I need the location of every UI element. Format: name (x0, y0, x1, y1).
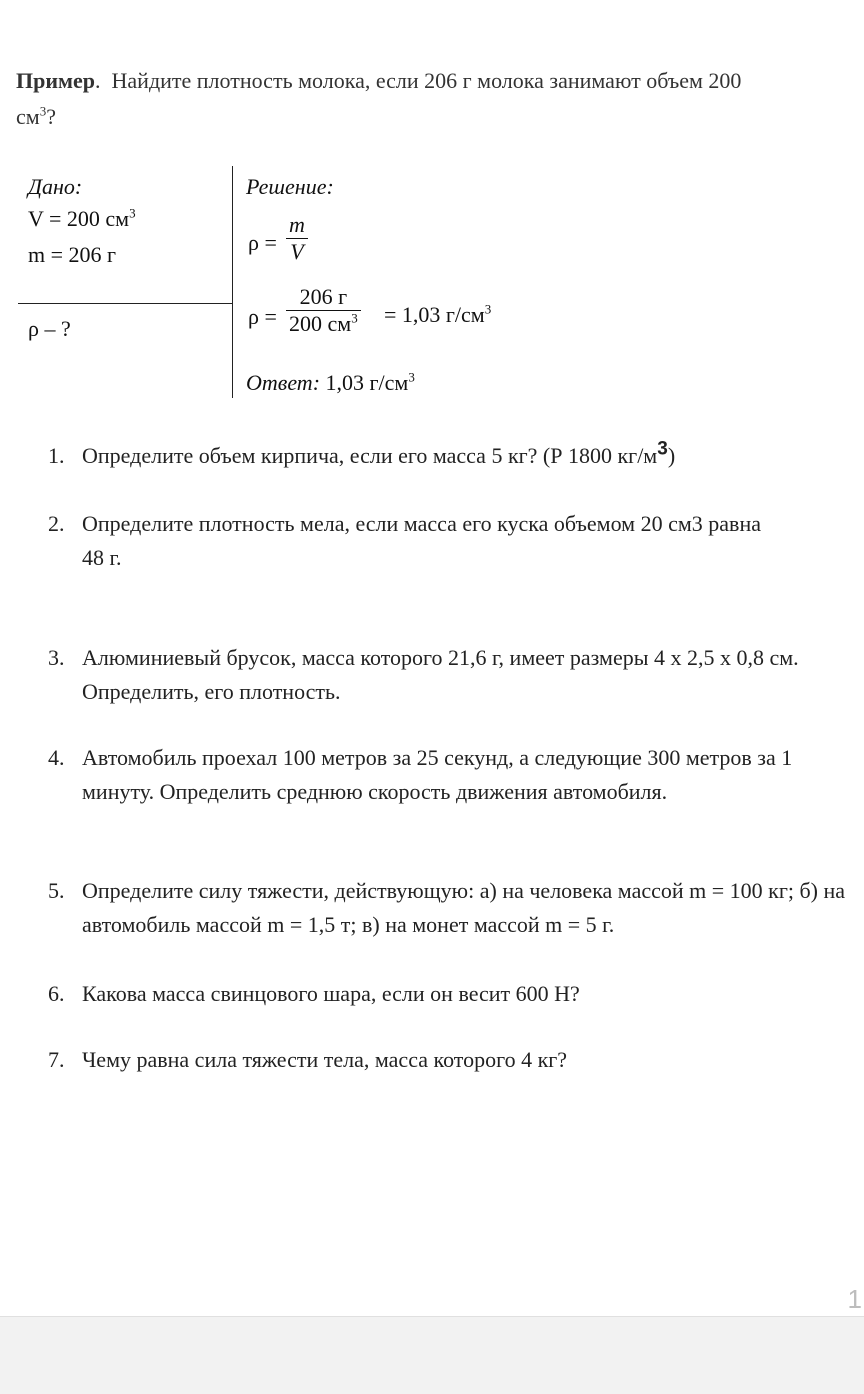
answer-value: 1,03 г/см (325, 370, 409, 395)
example-label: Пример (16, 68, 96, 93)
task-number: 2. (48, 511, 65, 536)
given-volume (28, 206, 136, 232)
task-item-2 (48, 507, 768, 575)
horizontal-divider (18, 303, 232, 304)
task-text: Алюминиевый брусок, масса которого 21,6 г, имеет размеры 4 х 2,5 х 0,8 см. Определить, его плотность. (82, 645, 799, 704)
calc-denominator-text: 200 см (289, 311, 352, 336)
task-number: 7. (48, 1047, 65, 1072)
example-question-mark: ? (46, 104, 56, 129)
task-item-5 (48, 874, 860, 942)
calc-numerator: 206 г (299, 284, 348, 309)
answer-exponent: 3 (408, 369, 415, 385)
formula-fraction (286, 212, 308, 265)
footer-bar (0, 1316, 864, 1394)
example-unit: см (16, 104, 40, 129)
task-item-4 (48, 741, 860, 809)
calc-lhs: ρ = (248, 304, 277, 329)
task-item-7 (48, 1043, 860, 1077)
calc-result-text: = 1,03 г/см (384, 302, 485, 327)
task-item-1 (48, 439, 860, 473)
calc-result-exponent: 3 (484, 301, 492, 317)
calc-denominator (286, 311, 361, 337)
solution-scan (0, 160, 560, 410)
example-text: Найдите плотность молока, если 206 г молока занимают объем 200 (111, 68, 742, 93)
example-unit-exponent: 3 (39, 103, 47, 119)
example-intro: Пример. Найдите плотность молока, если 206 г молока занимают объем 200 $см^3$? (16, 68, 742, 129)
calc-result (384, 302, 491, 328)
calc-fraction (286, 284, 361, 337)
task-number: 5. (48, 878, 65, 903)
task-text: Какова масса свинцового шара, если он весит 600 Н? (82, 981, 580, 1006)
find-density: ρ – ? (28, 316, 71, 341)
task-number: 6. (48, 981, 65, 1006)
task-text: Определите силу тяжести, действующую: а) на человека массой m = 100 кг; б) на автомобиль массой m = 1,5 т; в) на монет массой m = 5 г. (82, 878, 846, 937)
task-number: 4. (48, 745, 65, 770)
given-volume-text: V = 200 см (28, 206, 130, 231)
task-text-exponent: 3 (657, 438, 668, 460)
task-number: 1. (48, 443, 65, 468)
task-text: Автомобиль проехал 100 метров за 25 секунд, а следующие 300 метров за 1 минуту. Определить среднюю скорость движения автомобиля. (82, 745, 793, 804)
task-text: Чему равна сила тяжести тела, масса которого 4 кг? (82, 1047, 568, 1072)
task-text (82, 439, 860, 473)
page-number: 1 (847, 1284, 862, 1314)
given-mass: m = 206 г (28, 242, 117, 267)
given-title: Дано: (28, 174, 83, 199)
task-item-6 (48, 977, 860, 1011)
formula-numerator: m (289, 212, 305, 237)
task-text-tail: ) (667, 443, 676, 468)
task-number: 3. (48, 645, 65, 670)
answer-label: Ответ: (246, 370, 321, 395)
task-item-3 (48, 641, 860, 709)
formula-denominator: V (290, 239, 304, 264)
formula-lhs: ρ = (248, 230, 277, 255)
given-volume-exponent: 3 (129, 205, 136, 221)
task-text-main: Определите объем кирпича, если его масса 5 кг? (Р 1800 кг/м (82, 443, 658, 468)
calc-denominator-exponent: 3 (351, 310, 358, 326)
task-text: Определите плотность мела, если масса его куска объемом 20 см3 равна 48 г. (82, 511, 761, 570)
answer (246, 370, 415, 396)
vertical-divider (232, 166, 233, 398)
solution-title: Решение: (246, 174, 334, 199)
